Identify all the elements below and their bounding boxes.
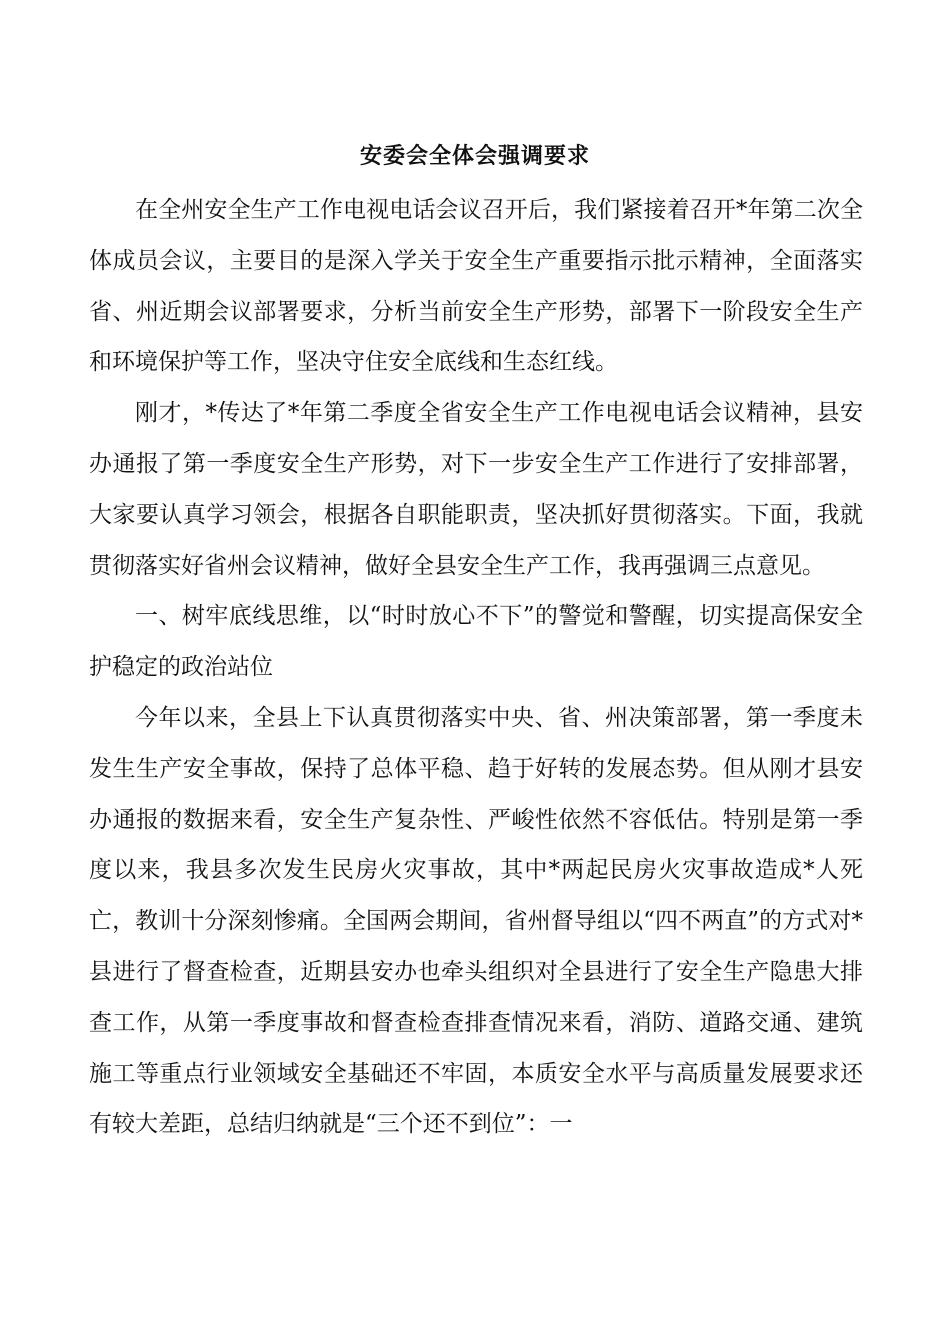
document-title: 安委会全体会强调要求 (359, 144, 590, 169)
paragraph-2: 刚才，*传达了*年第二季度全省安全生产工作电视电话会议精神，县安办通报了第一季度安全生产形势，对下一步安全生产工作进行了安排部署，大家要认真学习领会，根据各自职能职责，坚决抓好贯彻落实。下面，我就贯彻落实好省州会议精神，做好全县安全生产工作，我再强调三点意见。 (89, 400, 863, 579)
paragraph-3: 今年以来，全县上下认真贯彻落实中央、省、州决策部署，第一季度未发生生产安全事故，保持了总体平稳、趋于好转的发展态势。但从刚才县安办通报的数据来看，安全生产复杂性、严峻性依然不容低估。特别是第一季度以来，我县多次发生民房火灾事故，其中*两起民房火灾事故造成*人死亡，教训十分深刻惨痛。全国两会期间，省州督导组以“四不两直”的方式对*县进行了督查检查，近期县安办也牵头组织对全县进行了安全生产隐患大排查工作，从第一季度事故和督查检查排查情况来看，消防、道路交通、建筑施工等重点行业领域安全基础还不牢固，本质安全水平与高质量发展要求还有较大差距，总结归纳就是“三个还不到位”：一 (89, 704, 863, 1138)
section-heading-1: 一、树牢底线思维，以“时时放心不下”的警觉和警醒，切实提高保安全护稳定的政治站位 (89, 603, 863, 681)
document-body (89, 185, 863, 1150)
paragraph-1: 在全州安全生产工作电视电话会议召开后，我们紧接着召开*年第二次全体成员会议，主要目的是深入学关于安全生产重要指示批示精神，全面落实省、州近期会议部署要求，分析当前安全生产形势，部署下一阶段安全生产和环境保护等工作，坚决守住安全底线和生态红线。 (89, 197, 863, 376)
